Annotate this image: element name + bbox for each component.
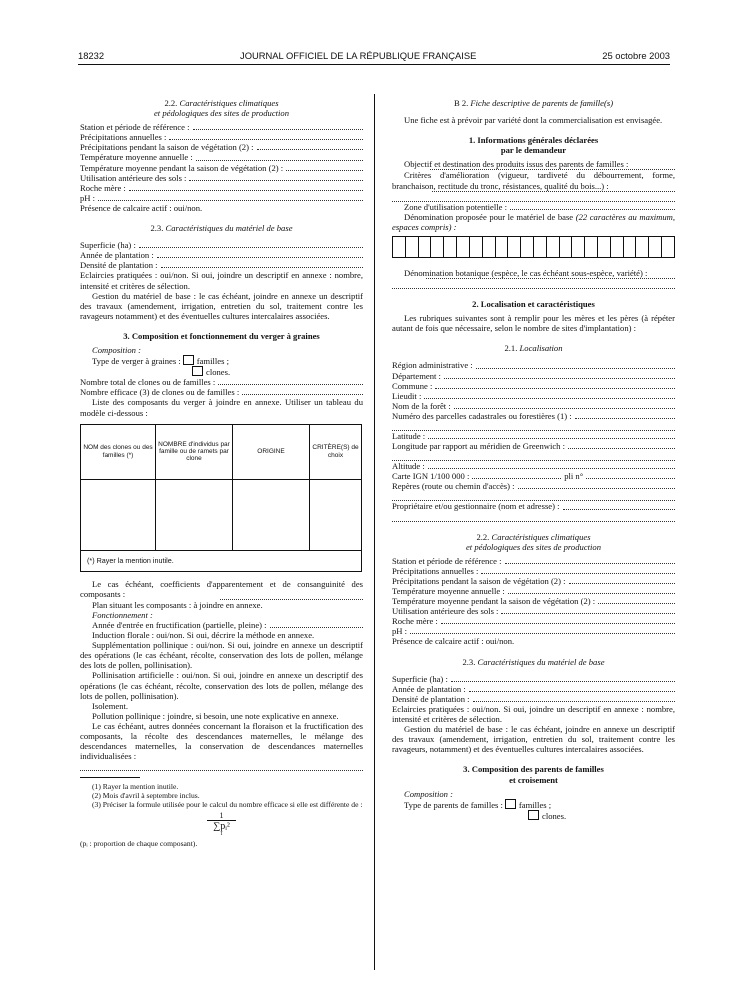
denomination-text: Dénomination proposée pour le matériel de base (22 caractères au maximum, espaces compris) :	[392, 211, 675, 232]
field-temp-annuelle: Température moyenne annuelle :	[80, 152, 363, 162]
field-station: Station et période de référence :	[80, 122, 363, 132]
b2-intro: Une fiche est à prévoir par variété dont la commercialisation est envisagée.	[404, 115, 663, 126]
field-commune: Commune :	[392, 381, 675, 391]
autres-donnees-text: Le cas échéant, autres données concernant la floraison et la fructification des composants, la récolte des descendances maternelles, le mélange des descendances maternelles, la conservation de descendances maternelles individualisées :	[80, 720, 363, 762]
footnote-rule	[80, 777, 140, 778]
footnote-2: (2) Mois d'avril à septembre inclus.	[92, 791, 200, 801]
b2-heading: B 2. Fiche descriptive de parents de famille(s)	[453, 98, 614, 108]
field-temp-vegetation: Température moyenne pendant la saison de végétation (2) :	[80, 163, 363, 173]
right-column	[392, 98, 675, 821]
publication-date: 25 octobre 2003	[602, 50, 670, 61]
objectif-text: Objectif et destination des produits issus des parents de familles :	[404, 159, 629, 170]
answer-dots	[392, 451, 675, 461]
page-header	[78, 50, 670, 62]
liste-text: Liste des composants du verger à joindre en annexe. Utiliser un tableau du modèle ci-dessous :	[80, 397, 363, 418]
field-superficie: Superficie (ha) :	[392, 674, 675, 684]
field-temp-vegetation: Température moyenne pendant la saison de végétation (2) :	[392, 596, 675, 606]
table-cell[interactable]	[310, 479, 362, 550]
field-longitude: Longitude par rapport au méridien de Greenwich :	[392, 441, 675, 451]
table-note: (*) Rayer la mention inutile.	[81, 550, 362, 571]
coefficients-text: Le cas échéant, coefficients d'apparentement et de consanguinité des composants :	[80, 578, 363, 599]
section-heading-line2: et pédologiques des sites de production	[153, 108, 289, 119]
table-header: NOM des clones ou des familles (*)	[81, 424, 156, 479]
field-annee-plantation: Année de plantation :	[80, 250, 363, 260]
table-cell[interactable]	[233, 479, 310, 550]
section-heading-line2: et croisement	[509, 774, 558, 785]
field-temp-annuelle: Température moyenne annuelle :	[392, 586, 675, 596]
footnote-3: (3) Préciser la formule utilisée pour le calcul du nombre efficace si elle est différente de :	[92, 800, 363, 810]
section-heading: 2.2. Caractéristiques climatiques	[164, 98, 279, 108]
components-table	[80, 424, 362, 572]
section-heading: 2.3. Caractéristiques du matériel de base	[462, 656, 605, 667]
field-precip-vegetation: Précipitations pendant la saison de végétation (2) :	[80, 142, 363, 152]
field-latitude: Latitude :	[392, 431, 675, 441]
field-superficie: Superficie (ha) :	[80, 240, 363, 250]
calcaire-text: Présence de calcaire actif : oui/non.	[392, 636, 515, 647]
s2-intro: Les rubriques suivantes sont à remplir pour les mères et les pères (à répéter autant de fois que nécessaire, selon le nombre de sites d'implantation) :	[392, 313, 675, 334]
denomination-char-boxes[interactable]	[392, 236, 675, 258]
section-heading: 3. Composition et fonctionnement du verger à graines	[123, 330, 320, 341]
section-heading: 2.3. Caractéristiques du matériel de base	[150, 223, 293, 234]
field-carte-ign: Carte IGN 1/100 000 : pli n°	[392, 471, 675, 481]
supplementation-text: Supplémentation pollinique : oui/non. Si oui, joindre en annexe un descriptif des opérations (le cas échéant, récolte, conservation des lots de pollen, mélange des lots de pollen, pollinisation).	[80, 640, 363, 671]
coefficients-dots	[220, 590, 363, 600]
pollinisation-text: Pollinisation artificielle : oui/non. Si oui, joindre en annexe un descriptif des opérations (le cas échéant, récolte, conservation des lots de pollen, mélange des lots de pollen, pollinisation).	[80, 670, 363, 701]
answer-dots	[392, 421, 675, 431]
section-heading: 2. Localisation et caractéristiques	[472, 299, 595, 310]
field-nombre-efficace: Nombre efficace (3) de clones ou de familles :	[80, 387, 363, 397]
isolement-text: Isolement.	[92, 700, 129, 711]
checkbox-clones[interactable]	[528, 810, 539, 820]
field-precip-annuelles: Précipitations annuelles :	[80, 132, 363, 142]
field-proprietaire: Propriétaire et/ou gestionnaire (nom et adresse) :	[392, 501, 675, 511]
field-precip-vegetation: Précipitations pendant la saison de végétation (2) :	[392, 576, 675, 586]
field-reperes: Repères (route ou chemin d'accès) :	[392, 481, 675, 491]
table-cell[interactable]	[81, 479, 156, 550]
field-utilisation-sols: Utilisation antérieure des sols :	[80, 173, 363, 183]
column-divider	[374, 94, 375, 970]
induction-text: Induction florale : oui/non. Si oui, décrire la méthode en annexe.	[92, 630, 315, 641]
answer-dots	[392, 192, 675, 202]
table-header: NOMBRE d'individus par famille ou de ramets par clone	[156, 424, 233, 479]
section-heading: 3. Composition des parents de familles	[463, 764, 604, 775]
type-verger-clones: clones.	[80, 366, 363, 377]
field-densite: Densité de plantation :	[80, 260, 363, 270]
field-ph: pH :	[392, 626, 675, 636]
field-zone: Zone d'utilisation potentielle :	[392, 202, 675, 212]
table-header: CRITÈRE(S) de choix	[310, 424, 362, 479]
fonctionnement-label: Fonctionnement :	[92, 609, 153, 620]
eclaircies-text: Eclaircies pratiquées : oui/non. Si oui, joindre un descriptif en annexe : nombre, intensité et critères de sélection.	[80, 270, 363, 291]
composition-label: Composition :	[92, 344, 141, 355]
field-foret: Nom de la forêt :	[392, 401, 675, 411]
section-heading-line2: par le demandeur	[500, 145, 567, 156]
answer-dots	[392, 279, 675, 289]
checkbox-clones[interactable]	[192, 366, 203, 376]
section-heading-line2: et pédologiques des sites de production	[465, 541, 601, 552]
field-departement: Département :	[392, 371, 675, 381]
composition-label: Composition :	[404, 788, 453, 799]
footnote-pi: (pᵢ : proportion de chaque composant).	[80, 839, 198, 849]
field-annee-fructification: Année d'entrée en fructification (partielle, pleine) :	[80, 620, 363, 630]
eclaircies-text: Eclaircies pratiquées : oui/non. Si oui, joindre un descriptif en annexe : nombre, intensité et critères de sélection.	[392, 703, 675, 725]
gestion-text: Gestion du matériel de base : le cas échéant, joindre en annexe un descriptif des travaux (amendement, irrigation, entretien du sol, traitement contre les ravageurs notamment) et des éventuelles cultures intercalaires associées.	[80, 290, 363, 321]
field-annee-plantation: Année de plantation :	[392, 684, 675, 694]
table-header: ORIGINE	[233, 424, 310, 479]
answer-dots	[80, 761, 363, 771]
calcaire-text: Présence de calcaire actif : oui/non.	[80, 202, 203, 213]
answer-dots	[392, 512, 675, 522]
field-densite: Densité de plantation :	[392, 694, 675, 704]
field-parcelles: Numéro des parcelles cadastrales ou forestières (1) :	[392, 411, 675, 421]
field-roche-mere: Roche mère :	[80, 183, 363, 193]
pollution-text: Pollution pollinique : joindre, si besoin, une note explicative en annexe.	[92, 710, 339, 721]
field-nombre-total: Nombre total de clones ou de familles :	[80, 377, 363, 387]
field-region: Région administrative :	[392, 360, 675, 370]
field-ph: pH :	[80, 193, 363, 203]
criteres-text: Critères d'amélioration (vigueur, tardiveté du débourrement, forme, branchaison, rectitude du tronc, résistances, qualité du bois...) :	[392, 170, 675, 191]
footnote-1: (1) Rayer la mention inutile.	[92, 782, 179, 792]
checkbox-familles[interactable]	[505, 799, 516, 809]
journal-title: JOURNAL OFFICIEL DE LA RÉPUBLIQUE FRANÇAISE	[240, 50, 477, 61]
section-heading: 1. Informations générales déclarées	[468, 135, 599, 146]
section-heading: 2.1. Localisation	[504, 343, 563, 354]
field-roche-mere: Roche mère :	[392, 616, 675, 626]
page-number: 18232	[78, 50, 105, 61]
plan-text: Plan situant les composants : à joindre en annexe.	[92, 599, 263, 610]
left-column	[80, 98, 363, 848]
type-parents: Type de parents de familles : familles ;	[404, 799, 552, 810]
answer-dots	[392, 491, 675, 501]
formula: 1 ∑pᵢ² i	[80, 811, 363, 837]
gestion-text: Gestion du matériel de base : le cas échéant, joindre en annexe un descriptif des travaux (amendement, irrigation, entretien du sol, traitement contre les ravageurs, notamment) et des éventuelles cultures intercalaires associées.	[392, 724, 675, 755]
section-heading: 2.2. Caractéristiques climatiques	[476, 531, 591, 542]
type-parents-clones: clones.	[392, 810, 675, 821]
field-utilisation-sols: Utilisation antérieure des sols :	[392, 606, 675, 616]
type-verger: Type de verger à graines : familles ;	[92, 356, 229, 367]
header-rule	[78, 64, 670, 65]
field-precip-annuelles: Précipitations annuelles :	[392, 566, 675, 576]
checkbox-familles[interactable]	[183, 355, 194, 365]
field-station: Station et période de référence :	[392, 556, 675, 566]
table-cell[interactable]	[156, 479, 233, 550]
denomination-botanique-text: Dénomination botanique (espèce, le cas échéant sous-espèce, variété) :	[404, 267, 648, 278]
field-lieudit: Lieudit :	[392, 391, 675, 401]
field-altitude: Altitude :	[392, 461, 675, 471]
